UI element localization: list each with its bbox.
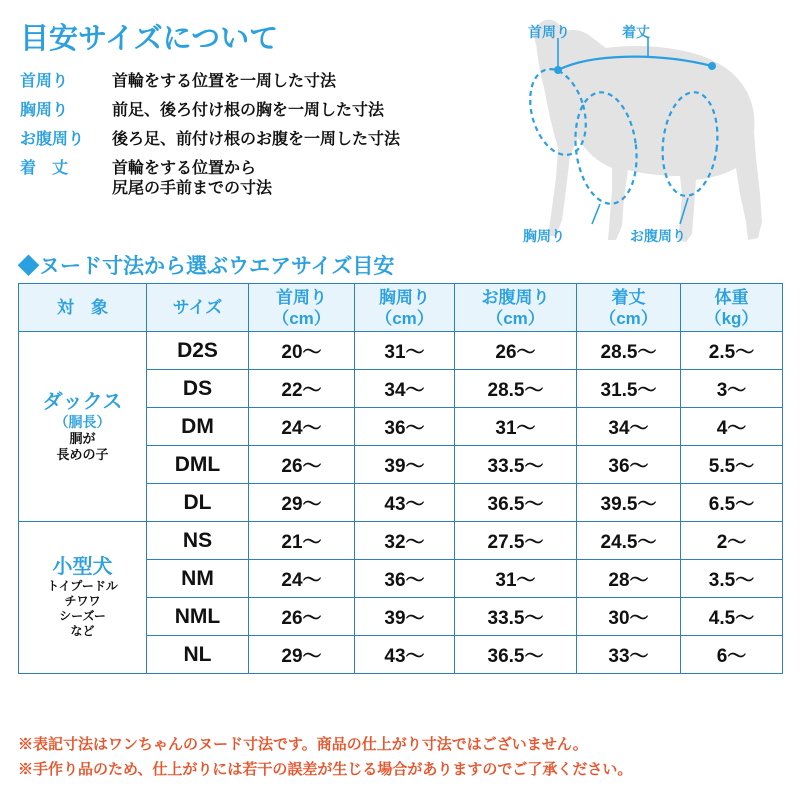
definition-text — [112, 72, 336, 92]
col-header-size — [147, 284, 249, 332]
table-row — [19, 332, 783, 370]
chest-leader-line — [592, 204, 600, 224]
cell-belly: 31〜 — [455, 408, 577, 446]
cell-weight: 2.5〜 — [681, 332, 783, 370]
measurement-definitions — [20, 72, 450, 208]
definition-line-1: 前足、後ろ付け根の胸を一周した寸法 — [112, 102, 385, 119]
col-header-target-main: 対 象 — [57, 298, 108, 317]
table-row — [19, 522, 783, 560]
group-note-1: トイプードル — [47, 579, 118, 593]
col-header-target — [19, 284, 147, 332]
cell-belly: 33.5〜 — [455, 598, 577, 636]
table-header-row — [19, 284, 783, 332]
cell-size: NML — [147, 598, 249, 636]
diagram-label-chest: 胸周り — [523, 228, 565, 244]
cell-length: 28.5〜 — [577, 332, 681, 370]
col-header-belly-unit: （cm） — [486, 308, 545, 328]
cell-neck: 29〜 — [249, 484, 355, 522]
col-header-belly — [455, 284, 577, 332]
definition-term: 首周り — [20, 73, 69, 90]
cell-size: NS — [147, 522, 249, 560]
definition-line-2: 尻尾の手前までの寸法 — [112, 180, 273, 197]
cell-chest: 43〜 — [355, 636, 455, 674]
definition-term: 着 丈 — [20, 160, 69, 177]
group-label-dachshund — [19, 332, 147, 522]
col-header-neck-unit: （cm） — [272, 308, 331, 328]
col-header-length-main: 着丈 — [611, 287, 646, 307]
back-length-start-dot — [554, 66, 562, 74]
cell-belly: 33.5〜 — [455, 446, 577, 484]
col-header-size-main: サイズ — [172, 298, 223, 317]
cell-chest: 32〜 — [355, 522, 455, 560]
group-note-2: 長めの子 — [56, 446, 109, 462]
group-note-3: シーズー — [59, 609, 106, 623]
cell-length: 31.5〜 — [577, 370, 681, 408]
cell-weight: 6〜 — [681, 636, 783, 674]
cell-chest: 31〜 — [355, 332, 455, 370]
footnote-1: ※表記寸法はワンちゃんのヌード寸法です。商品の仕上がり寸法ではございません。 — [18, 736, 588, 753]
cell-neck: 24〜 — [249, 560, 355, 598]
cell-chest: 39〜 — [355, 598, 455, 636]
cell-weight: 6.5〜 — [681, 484, 783, 522]
cell-chest: 39〜 — [355, 446, 455, 484]
definition-row — [20, 101, 450, 121]
definition-text — [112, 101, 384, 121]
diagram-label-length: 着丈 — [622, 24, 650, 40]
definition-text — [112, 159, 272, 199]
size-table-wrapper — [18, 283, 782, 674]
col-header-weight-unit: （kg） — [704, 308, 759, 328]
col-header-weight — [681, 284, 783, 332]
cell-length: 28〜 — [577, 560, 681, 598]
group-note-4: など — [70, 624, 95, 638]
definition-line-1: 首輪をする位置から — [112, 160, 257, 177]
cell-size: DS — [147, 370, 249, 408]
cell-size: NM — [147, 560, 249, 598]
cell-weight: 4.5〜 — [681, 598, 783, 636]
cell-weight: 5.5〜 — [681, 446, 783, 484]
cell-weight: 4〜 — [681, 408, 783, 446]
cell-neck: 20〜 — [249, 332, 355, 370]
cell-weight: 3〜 — [681, 370, 783, 408]
cell-chest: 36〜 — [355, 560, 455, 598]
diagram-label-belly: お腹周り — [630, 228, 686, 244]
group-label-main: ダックス — [42, 390, 123, 413]
section-heading: ◆ヌード寸法から選ぶウエアサイズ目安 — [18, 255, 395, 278]
col-header-chest — [355, 284, 455, 332]
footnotes — [18, 732, 782, 782]
definition-term: 胸周り — [20, 102, 69, 119]
cell-length: 33〜 — [577, 636, 681, 674]
definition-text — [112, 130, 400, 150]
cell-length: 36〜 — [577, 446, 681, 484]
back-length-end-dot — [708, 62, 716, 70]
page-title: 目安サイズについて — [20, 23, 279, 55]
col-header-neck-main: 首周り — [276, 287, 327, 307]
cell-chest: 34〜 — [355, 370, 455, 408]
size-table — [18, 283, 783, 674]
cell-neck: 24〜 — [249, 408, 355, 446]
cell-length: 34〜 — [577, 408, 681, 446]
cell-belly: 31〜 — [455, 560, 577, 598]
cell-size: DL — [147, 484, 249, 522]
col-header-belly-main: お腹周り — [481, 287, 550, 307]
cell-size: DML — [147, 446, 249, 484]
dog-silhouette — [440, 8, 792, 263]
col-header-neck — [249, 284, 355, 332]
cell-chest: 43〜 — [355, 484, 455, 522]
cell-weight: 3.5〜 — [681, 560, 783, 598]
group-label-main: 小型犬 — [52, 556, 113, 578]
cell-neck: 26〜 — [249, 446, 355, 484]
cell-length: 30〜 — [577, 598, 681, 636]
col-header-weight-main: 体重 — [714, 287, 749, 307]
cell-neck: 22〜 — [249, 370, 355, 408]
cell-chest: 36〜 — [355, 408, 455, 446]
group-label-small-dog — [19, 522, 147, 674]
definition-line-1: 首輪をする位置を一周した寸法 — [112, 73, 337, 90]
cell-length: 24.5〜 — [577, 522, 681, 560]
footnote-2: ※手作り品のため、仕上がりには若干の誤差が生じる場合がありますのでご了承ください。 — [18, 761, 633, 778]
dog-measurement-diagram — [440, 8, 792, 263]
definition-term: お腹周り — [20, 131, 85, 148]
cell-belly: 28.5〜 — [455, 370, 577, 408]
cell-size: DM — [147, 408, 249, 446]
col-header-chest-main: 胸周り — [379, 287, 430, 307]
cell-belly: 27.5〜 — [455, 522, 577, 560]
group-note-1: 胴が — [69, 430, 96, 446]
cell-neck: 26〜 — [249, 598, 355, 636]
definition-line-1: 後ろ足、前付け根のお腹を一周した寸法 — [112, 131, 401, 148]
cell-belly: 36.5〜 — [455, 484, 577, 522]
definition-row — [20, 72, 450, 92]
definition-row — [20, 159, 450, 199]
cell-neck: 21〜 — [249, 522, 355, 560]
cell-weight: 2〜 — [681, 522, 783, 560]
cell-neck: 29〜 — [249, 636, 355, 674]
col-header-chest-unit: （cm） — [375, 308, 434, 328]
cell-length: 39.5〜 — [577, 484, 681, 522]
cell-belly: 36.5〜 — [455, 636, 577, 674]
group-note-2: チワワ — [64, 594, 101, 608]
group-label-sub: （胴長） — [54, 413, 111, 430]
definition-row — [20, 130, 450, 150]
col-header-length-unit: （cm） — [599, 308, 658, 328]
cell-size: D2S — [147, 332, 249, 370]
cell-belly: 26〜 — [455, 332, 577, 370]
col-header-length — [577, 284, 681, 332]
cell-size: NL — [147, 636, 249, 674]
diagram-label-neck: 首周り — [528, 24, 570, 40]
